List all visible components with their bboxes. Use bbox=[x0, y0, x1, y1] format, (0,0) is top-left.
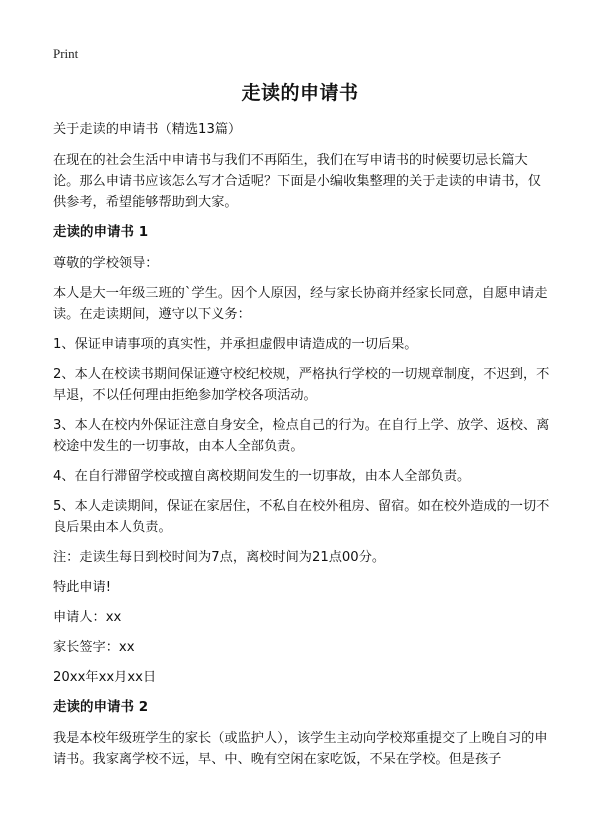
document-body bbox=[53, 119, 553, 779]
body-paragraph: 我是本校年级班学生的家长（或监护人），该学生主动向学校郑重提交了上晚自习的申请书。我家离学校不远，早、中、晚有空闲在家吃饭，不呆在学校。但是孩子 bbox=[53, 731, 548, 767]
list-item: 1、保证申请事项的真实性，并承担虚假申请造成的一切后果。 bbox=[53, 337, 418, 352]
section-heading: 走读的申请书 2 bbox=[53, 699, 149, 715]
salutation: 尊敬的学校领导： bbox=[53, 256, 159, 271]
date-line: 20xx年xx月xx日 bbox=[53, 670, 157, 685]
note-paragraph: 注：走读生每日到校时间为7点，离校时间为21点00分。 bbox=[53, 550, 386, 565]
applicant-line: 申请人：xx bbox=[53, 610, 122, 625]
list-item: 3、本人在校内外保证注意自身安全，检点自己的行为。在自行上学、放学、返校、离校途中发生的一切事故，由本人全部负责。 bbox=[53, 418, 550, 454]
list-item: 4、在自行滞留学校或擅自离校期间发生的一切事故，由本人全部负责。 bbox=[53, 469, 471, 484]
section-heading: 走读的申请书 1 bbox=[53, 224, 149, 240]
print-link[interactable]: Print bbox=[53, 46, 79, 61]
list-item: 2、本人在校读书期间保证遵守校纪校规，严格执行学校的一切规章制度，不迟到，不早退，不以任何理由拒绝参加学校各项活动。 bbox=[53, 367, 550, 403]
parent-signature-line: 家长签字：xx bbox=[53, 640, 135, 655]
intro-paragraph: 在现在的社会生活中申请书与我们不再陌生，我们在写申请书的时候要切忌长篇大论。那么申请书应该怎么写才合适呢？下面是小编收集整理的关于走读的申请书，仅供参考，希望能够帮助到大家。 bbox=[53, 153, 541, 210]
closing-line: 特此申请! bbox=[53, 580, 112, 595]
list-item: 5、本人走读期间，保证在家居住，不私自在校外租房、留宿。如在校外造成的一切不良后果由本人负责。 bbox=[53, 499, 550, 535]
page-title: 走读的申请书 bbox=[241, 82, 359, 104]
body-paragraph: 本人是大一年级三班的`学生。因个人原因，经与家长协商并经家长同意，自愿申请走读。在走读期间，遵守以下义务： bbox=[53, 286, 548, 322]
document-subtitle: 关于走读的申请书（精选13篇） bbox=[53, 122, 242, 137]
